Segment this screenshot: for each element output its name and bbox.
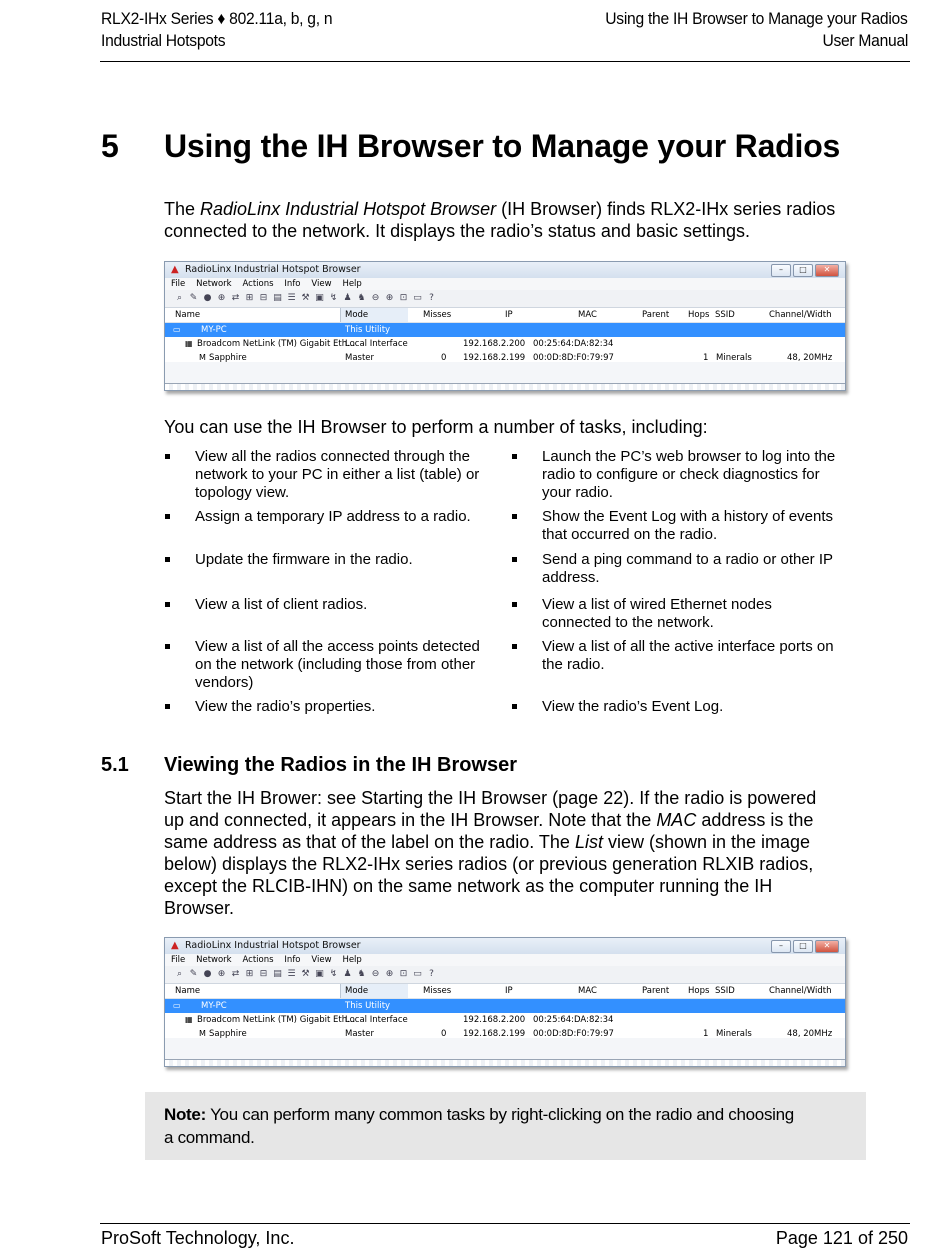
row-mode: Local Interface [345,1015,408,1025]
intro-text-2: (IH Browser) finds RLX2-IHx series radios connected to the network. It displays the radio’s status and basic settings. [164,199,836,241]
tree-icon[interactable]: ⊟ [259,969,268,979]
row-mode: This Utility [345,1001,391,1011]
list-item: View all the radios connected through the network to your PC in either a list (table) or topology view. [195,448,495,502]
table-row[interactable] [165,337,845,351]
col-name[interactable]: Name [175,310,201,320]
row-hops: 1 [703,1029,709,1039]
table-header [165,308,845,323]
list-item: View the radio’s properties. [195,698,495,716]
section-heading [101,754,517,777]
zoom-in-icon[interactable]: ⊕ [385,293,394,303]
window-menubar [165,954,845,966]
note-label: Note: [164,1105,206,1124]
zoom-out-icon[interactable]: ⊖ [371,969,380,979]
menu-help[interactable]: Help [342,955,362,965]
col-ip[interactable]: IP [505,986,513,996]
help-icon[interactable]: ? [429,969,434,979]
binoculars-icon[interactable]: ⌕ [176,293,183,303]
window-titlebar [165,262,845,278]
list-item: Update the firmware in the radio. [195,551,495,569]
radio-icon: M [199,353,206,362]
ping-icon[interactable]: ↯ [329,293,338,303]
col-ssid[interactable]: SSID [715,310,735,320]
nic-icon: ▦ [185,339,193,348]
row-channel: 48, 20MHz [787,353,833,363]
page-icon[interactable]: ▭ [413,293,422,303]
list-item: View a list of all the access points detected on the network (including those from other vendors) [195,638,495,692]
table-row[interactable] [165,999,845,1013]
pc-icon: ▭ [173,325,181,334]
window-title: RadioLinx Industrial Hotspot Browser [185,940,361,951]
table-row[interactable] [165,1013,845,1027]
torn-edge [165,1059,845,1066]
header-category: Industrial Hotspots [101,31,226,50]
col-mac[interactable]: MAC [578,986,597,996]
window-toolbar [165,966,845,984]
help-icon[interactable]: ? [429,293,434,303]
network-icon[interactable]: ⊞ [245,969,254,979]
row-name: Broadcom NetLink (TM) Gigabit Eth... [197,339,356,349]
menu-network[interactable]: Network [196,279,232,289]
footer-company: ProSoft Technology, Inc. [101,1228,295,1248]
assign-ip-icon[interactable]: ⇄ [231,969,240,979]
col-channel[interactable]: Channel/Width [769,986,832,996]
minimize-icon[interactable]: – [771,940,791,953]
col-parent[interactable]: Parent [642,310,670,320]
torn-edge [165,383,845,390]
row-mode: This Utility [345,325,391,335]
radio-icon: M [199,1029,206,1038]
row-ip: 192.168.2.199 [463,1029,526,1039]
note-text: You can perform many common tasks by right-clicking on the radio and choosing a command. [164,1105,794,1147]
close-icon[interactable]: ✕ [815,264,839,277]
radiolinx-logo-icon: ▲ [171,940,179,951]
ip-icon[interactable]: ⊕ [217,293,226,303]
row-name: MY-PC [201,1001,227,1011]
row-ip: 192.168.2.199 [463,353,526,363]
ping-icon[interactable]: ↯ [329,969,338,979]
list-item: View a list of client radios. [195,596,495,614]
row-channel: 48, 20MHz [787,1029,833,1039]
section-title: Viewing the Radios in the IH Browser [164,754,518,776]
zoom-in-icon[interactable]: ⊕ [385,969,394,979]
intro-text-1: The [164,199,201,219]
table-header [165,984,845,999]
row-ip: 192.168.2.200 [463,1015,526,1025]
menu-info[interactable]: Info [284,955,301,965]
page-icon[interactable]: ▭ [413,969,422,979]
col-ssid[interactable]: SSID [715,986,735,996]
menu-actions[interactable]: Actions [242,955,274,965]
close-icon[interactable]: ✕ [815,940,839,953]
scan-icon[interactable]: ⚒ [301,293,310,303]
fit-icon[interactable]: ⊡ [399,969,408,979]
window-menubar [165,278,845,290]
ih-browser-screenshot-2 [164,937,846,1067]
globe-icon[interactable]: ● [203,293,212,303]
section-paragraph: Start the IH Brower: see Starting the IH Browser (page 22). If the radio is powered up and connected, it appears in the IH Browser. Note that the MAC address is the same address as that of the label on the radio. The List view (shown in the image below) displays the RLX2-IHx series radios (or previous generation RLXIB radios, except the RLCIB-IHN) on the same network as the computer running the IH Browser. [164,788,817,918]
header-doc-type: User Manual [822,31,908,50]
window-title: RadioLinx Industrial Hotspot Browser [185,264,361,275]
list-icon[interactable]: ☰ [287,969,296,979]
col-parent[interactable]: Parent [642,986,670,996]
row-ip: 192.168.2.200 [463,339,526,349]
row-name: Sapphire [209,1029,247,1039]
nic-icon: ▦ [185,1015,193,1024]
tree-icon[interactable]: ⊟ [259,293,268,303]
menu-actions[interactable]: Actions [242,279,274,289]
table-row[interactable] [165,323,845,337]
col-mode[interactable]: Mode [345,310,369,320]
col-hops[interactable]: Hops [688,310,710,320]
wand-icon[interactable]: ✎ [189,969,198,979]
row-hops: 1 [703,353,709,363]
network-icon[interactable]: ⊞ [245,293,254,303]
list-item: View the radio’s Event Log. [542,698,842,716]
col-hops[interactable]: Hops [688,986,710,996]
radiolinx-logo-icon: ▲ [171,264,179,275]
list-item: Show the Event Log with a history of events that occurred on the radio. [542,508,842,544]
row-mode: Master [345,353,375,363]
monitor-icon[interactable]: ▣ [315,969,324,979]
window-titlebar [165,938,845,954]
row-misses: 0 [441,353,447,363]
globe-icon[interactable]: ● [203,969,212,979]
scan-icon[interactable]: ⚒ [301,969,310,979]
properties-icon[interactable]: ▤ [273,969,282,979]
list-icon[interactable]: ☰ [287,293,296,303]
row-mac: 00:25:64:DA:82:34 [533,339,614,349]
chapter-number: 5 [101,128,119,164]
row-name: Sapphire [209,353,247,363]
intro-product-name: RadioLinx Industrial Hotspot Browser [200,199,497,219]
note-box [145,1092,866,1160]
radio-table [165,308,845,362]
chapter-title: Using the IH Browser to Manage your Radios [164,128,841,164]
monitor-icon[interactable]: ▣ [315,293,324,303]
menu-info[interactable]: Info [284,279,301,289]
radio-table [165,984,845,1038]
row-ssid: Minerals [716,353,752,363]
row-mac: 00:25:64:DA:82:34 [533,1015,614,1025]
list-item: Assign a temporary IP address to a radio. [195,508,495,526]
list-item: View a list of wired Ethernet nodes connected to the network. [542,596,842,632]
list-item: View a list of all the active interface ports on the radio. [542,638,842,674]
fit-icon[interactable]: ⊡ [399,293,408,303]
section-number: 5.1 [101,754,129,776]
col-misses[interactable]: Misses [423,310,452,320]
tasks-intro: You can use the IH Browser to perform a number of tasks, including: [164,417,708,437]
menu-view[interactable]: View [311,279,332,289]
menu-help[interactable]: Help [342,279,362,289]
users-icon[interactable]: ♟ [343,969,352,979]
row-mac: 00:0D:8D:F0:79:97 [533,1029,614,1039]
col-channel[interactable]: Channel/Width [769,310,832,320]
properties-icon[interactable]: ▤ [273,293,282,303]
minimize-icon[interactable]: – [771,264,791,277]
table-row[interactable] [165,351,845,365]
row-mode: Local Interface [345,339,408,349]
intro-paragraph [164,198,864,242]
clients-icon[interactable]: ♞ [357,293,366,303]
table-row[interactable] [165,1027,845,1041]
users-icon[interactable]: ♟ [343,293,352,303]
binoculars-icon[interactable]: ⌕ [176,969,183,979]
window-toolbar [165,290,845,308]
chapter-heading [101,128,840,165]
header-product: RLX2-IHx Series ♦ 802.11a, b, g, n [101,9,333,28]
header-rule [100,61,910,62]
maximize-icon[interactable]: □ [793,264,813,277]
menu-file[interactable]: File [171,955,186,965]
clients-icon[interactable]: ♞ [357,969,366,979]
wand-icon[interactable]: ✎ [189,293,198,303]
pc-icon: ▭ [173,1001,181,1010]
zoom-out-icon[interactable]: ⊖ [371,293,380,303]
assign-ip-icon[interactable]: ⇄ [231,293,240,303]
footer-page-number: Page 121 of 250 [775,1228,908,1248]
header-chapter: Using the IH Browser to Manage your Radios [605,9,908,28]
menu-file[interactable]: File [171,279,186,289]
col-ip[interactable]: IP [505,310,513,320]
list-item: Launch the PC’s web browser to log into the radio to configure or check diagnostics for your radio. [542,448,842,502]
col-name[interactable]: Name [175,986,201,996]
ih-browser-screenshot-1 [164,261,846,391]
col-mode[interactable]: Mode [345,986,369,996]
row-ssid: Minerals [716,1029,752,1039]
list-item: Send a ping command to a radio or other IP address. [542,551,842,587]
maximize-icon[interactable]: □ [793,940,813,953]
menu-view[interactable]: View [311,955,332,965]
row-name: Broadcom NetLink (TM) Gigabit Eth... [197,1015,356,1025]
col-misses[interactable]: Misses [423,986,452,996]
col-mac[interactable]: MAC [578,310,597,320]
footer-rule [100,1223,910,1224]
row-mode: Master [345,1029,375,1039]
menu-network[interactable]: Network [196,955,232,965]
ip-icon[interactable]: ⊕ [217,969,226,979]
row-mac: 00:0D:8D:F0:79:97 [533,353,614,363]
row-misses: 0 [441,1029,447,1039]
row-name: MY-PC [201,325,227,335]
